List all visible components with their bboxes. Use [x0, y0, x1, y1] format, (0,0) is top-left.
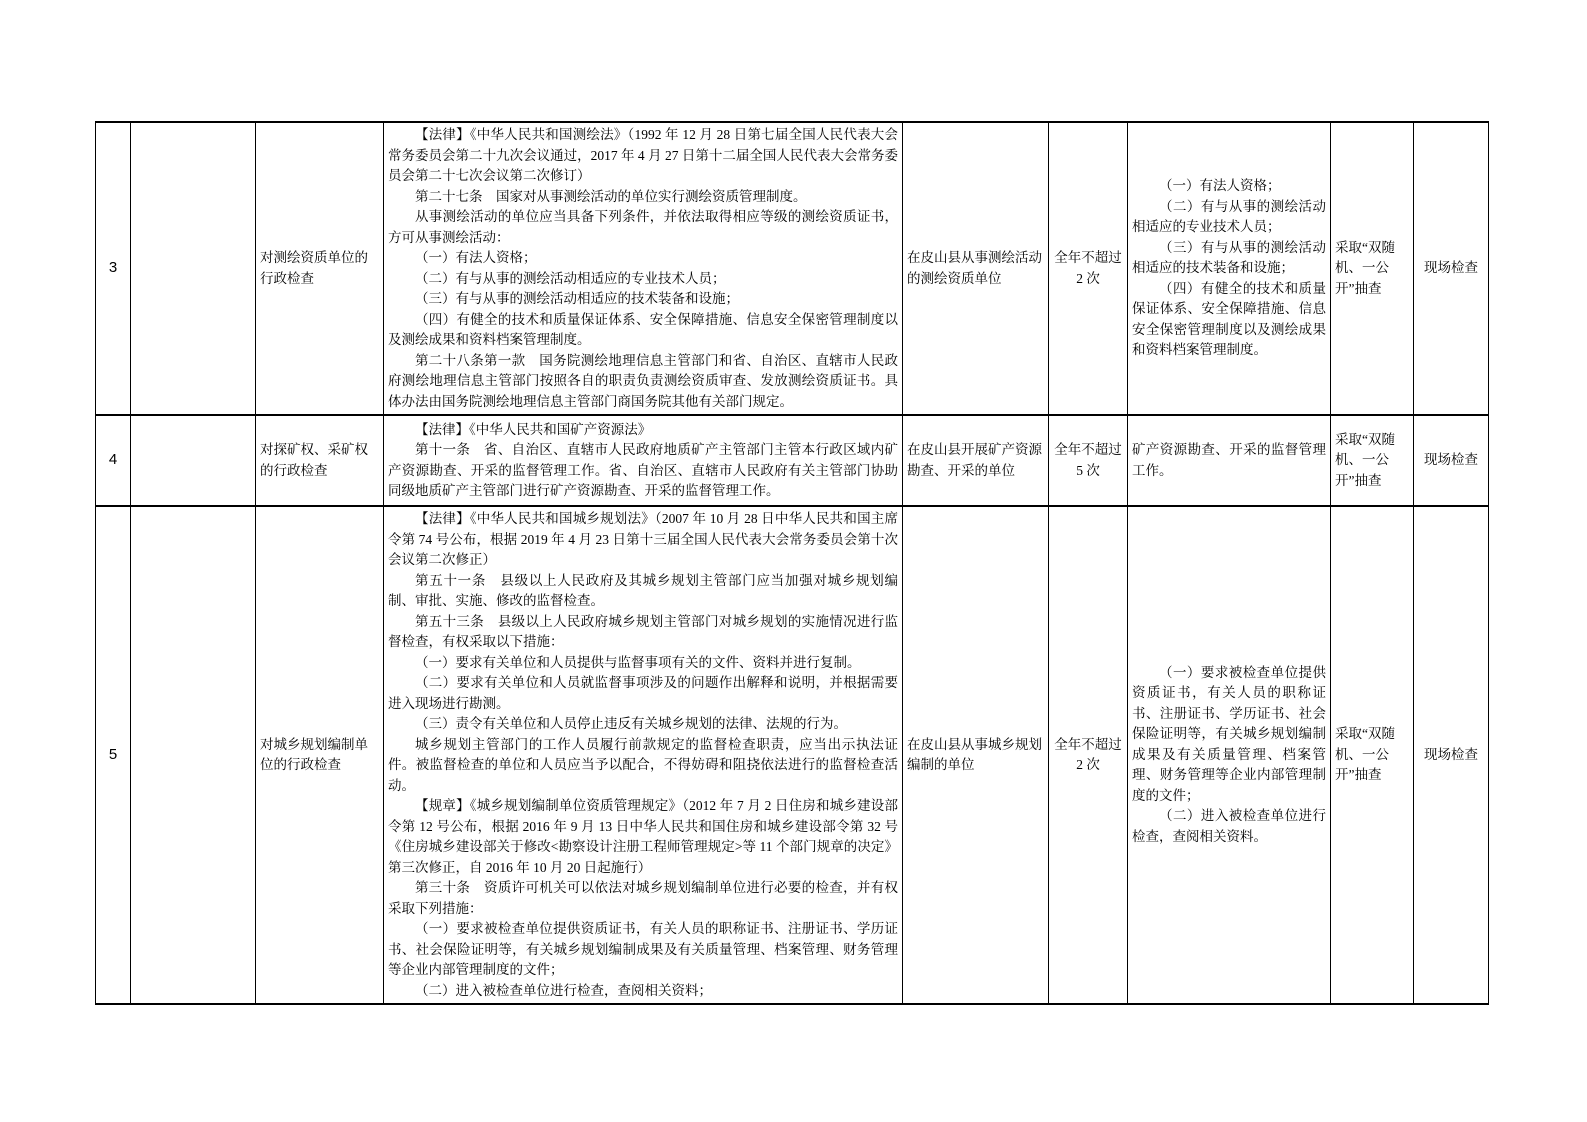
cell-frequency: 全年不超过 2 次 [1049, 122, 1128, 415]
paragraph: 矿产资源勘查、开采的监督管理工作。 [1132, 442, 1326, 478]
inspection-table [95, 121, 1489, 1005]
cell-legal-basis [384, 122, 903, 415]
cell-target: 在皮山县从事城乡规划编制的单位 [903, 506, 1049, 1004]
table-row [96, 122, 1489, 415]
cell-type: 现场检查 [1414, 122, 1489, 415]
paragraph: 第三十条 资质许可机关可以依法对城乡规划编制单位进行必要的检查，并有权采取下列措施： [388, 880, 898, 916]
paragraph: 【规章】《城乡规划编制单位资质管理规定》（2012 年 7 月 2 日住房和城乡建设部令第 12 号公布，根据 2016 年 9 月 13 日中华人民共和国住房和城乡建设部令第 32 号《住房城乡建设部关于修改<勘察设计注册工程师管理规定>等 11 个部门规章的决定》第三次修正，自 2016 年 10 月 20 日起施行） [388, 798, 898, 875]
table-row [96, 506, 1489, 1004]
cell-method: 采取“双随机、一公开”抽查 [1331, 506, 1414, 1004]
paragraph: 【法律】《中华人民共和国城乡规划法》（2007 年 10 月 28 日中华人民共和国主席令第 74 号公布，根据 2019 年 4 月 23 日第十三届全国人民代表大会常务委员会第十次会议第二次修正） [388, 511, 898, 567]
paragraph: （三）有与从事的测绘活动相适应的技术装备和设施； [1132, 239, 1326, 276]
cell-department [131, 122, 256, 415]
cell-frequency: 全年不超过 2 次 [1049, 506, 1128, 1004]
paragraph: （二）要求有关单位和人员就监督事项涉及的问题作出解释和说明，并根据需要进入现场进行勘测。 [388, 675, 898, 711]
paragraph: 第十一条 省、自治区、直辖市人民政府地质矿产主管部门主管本行政区域内矿产资源勘查、开采的监督管理工作。省、自治区、直辖市人民政府有关主管部门协助同级地质矿产主管部门进行矿产资源勘查、开采的监督管理工作。 [388, 442, 898, 498]
paragraph: 【法律】《中华人民共和国矿产资源法》 [415, 421, 652, 437]
paragraph: （一）有法人资格； [415, 250, 537, 265]
cell-seq: 5 [96, 506, 131, 1004]
paragraph: （四）有健全的技术和质量保证体系、安全保障措施、信息安全保密管理制度以及测绘成果和资料档案管理制度。 [1132, 280, 1326, 358]
table-row [96, 415, 1489, 506]
paragraph: （一）要求有关单位和人员提供与监督事项有关的文件、资料并进行复制。 [415, 654, 861, 670]
paragraph: （一）要求被检查单位提供资质证书，有关人员的职称证书、注册证书、学历证书、社会保险证明等，有关城乡规划编制成果及有关质量管理、档案管理、财务管理等企业内部管理制度的文件； [1132, 664, 1326, 803]
cell-content [1128, 415, 1331, 506]
paragraph: （二）有与从事的测绘活动相适应的专业技术人员； [1132, 198, 1326, 235]
paragraph: （一）有法人资格； [1159, 178, 1281, 194]
cell-type: 现场检查 [1414, 415, 1489, 506]
cell-type: 现场检查 [1414, 506, 1489, 1004]
cell-content [1128, 122, 1331, 415]
paragraph: （四）有健全的技术和质量保证体系、安全保障措施、信息安全保密管理制度以及测绘成果和资料档案管理制度。 [388, 311, 898, 347]
cell-target: 在皮山县从事测绘活动的测绘资质单位 [903, 122, 1049, 415]
paragraph: 第二十八条第一款 国务院测绘地理信息主管部门和省、自治区、直辖市人民政府测绘地理信息主管部门按照各自的职责负责测绘资质审查、发放测绘资质证书。具体办法由国务院测绘地理信息主管部门商国务院其他有关部门规定。 [388, 352, 898, 409]
paragraph: （二）有与从事的测绘活动相适应的专业技术人员； [415, 270, 726, 286]
paragraph: （一）要求被检查单位提供资质证书，有关人员的职称证书、注册证书、学历证书、社会保险证明等，有关城乡规划编制成果及有关质量管理、档案管理、财务管理等企业内部管理制度的文件； [388, 921, 898, 977]
paragraph: （三）有与从事的测绘活动相适应的技术装备和设施； [415, 291, 739, 306]
paragraph: 城乡规划主管部门的工作人员履行前款规定的监督检查职责，应当出示执法证件。被监督检查的单位和人员应当予以配合，不得妨碍和阻挠依法进行的监督检查活动。 [388, 736, 898, 793]
cell-item-name: 对测绘资质单位的行政检查 [256, 122, 384, 415]
cell-method: 采取“双随机、一公开”抽查 [1331, 122, 1414, 415]
paragraph: 第二十七条 国家对从事测绘活动的单位实行测绘资质管理制度。 [415, 188, 807, 204]
paragraph: 【法律】《中华人民共和国测绘法》（1992 年 12 月 28 日第七届全国人民代表大会常务委员会第二十九次会议通过，2017 年 4 月 27 日第十二届全国人民代表大会常务委员会第二十七次会议第二次修订） [388, 127, 898, 183]
cell-item-name: 对探矿权、采矿权的行政检查 [256, 415, 384, 506]
paragraph: （三）责令有关单位和人员停止违反有关城乡规划的法律、法规的行为。 [415, 716, 847, 731]
paragraph: 从事测绘活动的单位应当具备下列条件，并依法取得相应等级的测绘资质证书，方可从事测绘活动： [388, 209, 898, 245]
cell-legal-basis [384, 415, 903, 506]
cell-seq: 4 [96, 415, 131, 506]
cell-frequency: 全年不超过 5 次 [1049, 415, 1128, 506]
cell-content [1128, 506, 1331, 1004]
cell-department [131, 415, 256, 506]
cell-item-name: 对城乡规划编制单位的行政检查 [256, 506, 384, 1004]
paragraph: （二）进入被检查单位进行检查，查阅相关资料； [415, 982, 712, 998]
cell-target: 在皮山县开展矿产资源勘查、开采的单位 [903, 415, 1049, 506]
cell-legal-basis [384, 506, 903, 1004]
paragraph: 第五十三条 县级以上人民政府城乡规划主管部门对城乡规划的实施情况进行监督检查，有权采取以下措施： [388, 613, 898, 649]
cell-department [131, 506, 256, 1004]
paragraph: （二）进入被检查单位进行检查，查阅相关资料。 [1132, 808, 1326, 844]
cell-seq: 3 [96, 122, 131, 415]
paragraph: 第五十一条 县级以上人民政府及其城乡规划主管部门应当加强对城乡规划编制、审批、实施、修改的监督检查。 [388, 572, 898, 608]
cell-method: 采取“双随机、一公开”抽查 [1331, 415, 1414, 506]
